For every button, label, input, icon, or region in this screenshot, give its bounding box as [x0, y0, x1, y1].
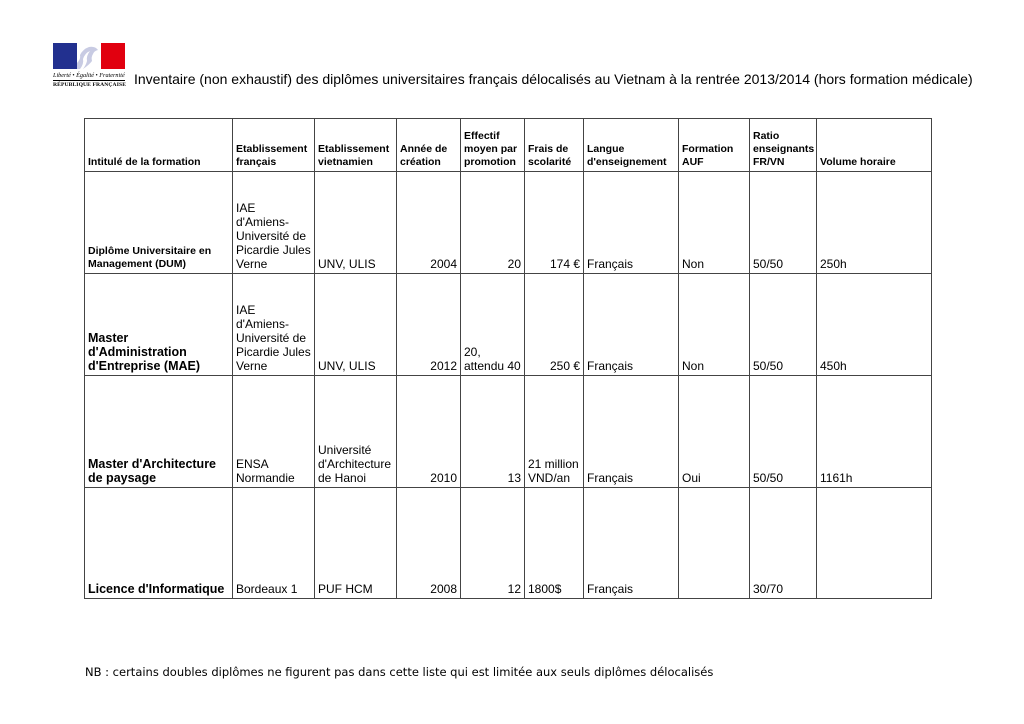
cell-etab-vn: PUF HCM	[315, 488, 397, 599]
table-header-row	[85, 119, 932, 172]
cell-annee: 2012	[397, 274, 461, 376]
footnote: NB : certains doubles diplômes ne figurent pas dans cette liste qui est limitée aux seuls diplômes délocalisés	[85, 665, 714, 679]
document-title: Inventaire (non exhaustif) des diplômes universitaires français délocalisés au Vietnam à la rentrée 2013/2014 (hors formation médicale)	[134, 71, 973, 87]
header-formation: Intitulé de la formation	[85, 119, 233, 172]
cell-effectif: 13	[461, 376, 525, 488]
cell-effectif: 20, attendu 40	[461, 274, 525, 376]
cell-annee: 2004	[397, 172, 461, 274]
cell-auf: Non	[679, 172, 750, 274]
cell-frais: 21 million VND/an	[525, 376, 584, 488]
cell-ratio: 50/50	[750, 274, 817, 376]
cell-effectif: 12	[461, 488, 525, 599]
header-ratio: Ratio enseignants FR/VN	[750, 119, 817, 172]
cell-frais: 174 €	[525, 172, 584, 274]
table-row	[85, 376, 932, 488]
cell-frais: 1800$	[525, 488, 584, 599]
cell-etab-fr: IAE d'Amiens-Université de Picardie Jules Verne	[233, 172, 315, 274]
cell-formation: Licence d'Informatique	[85, 488, 233, 599]
cell-effectif: 20	[461, 172, 525, 274]
cell-formation: Diplôme Universitaire en Management (DUM)	[85, 172, 233, 274]
cell-formation: Master d'Architecture de paysage	[85, 376, 233, 488]
cell-formation: Master d'Administration d'Entreprise (MAE)	[85, 274, 233, 376]
cell-etab-fr: IAE d'Amiens-Université de Picardie Jules Verne	[233, 274, 315, 376]
republique-francaise-logo	[53, 43, 126, 88]
cell-volume: 1161h	[817, 376, 932, 488]
cell-volume	[817, 488, 932, 599]
table-row	[85, 172, 932, 274]
logo-republic: RÉPUBLIQUE FRANÇAISE	[53, 82, 127, 88]
header-auf: Formation AUF	[679, 119, 750, 172]
cell-etab-fr: ENSA Normandie	[233, 376, 315, 488]
header-etab-fr: Etablissement français	[233, 119, 315, 172]
header-volume: Volume horaire	[817, 119, 932, 172]
cell-auf: Oui	[679, 376, 750, 488]
header-frais: Frais de scolarité	[525, 119, 584, 172]
table-row	[85, 488, 932, 599]
cell-langue: Français	[584, 376, 679, 488]
cell-ratio: 30/70	[750, 488, 817, 599]
french-flag-icon	[53, 43, 125, 69]
cell-annee: 2010	[397, 376, 461, 488]
cell-volume: 250h	[817, 172, 932, 274]
cell-etab-vn: Université d'Architecture de Hanoi	[315, 376, 397, 488]
cell-ratio: 50/50	[750, 172, 817, 274]
cell-volume: 450h	[817, 274, 932, 376]
cell-ratio: 50/50	[750, 376, 817, 488]
diplomas-table	[84, 118, 932, 599]
header-annee: Année de création	[397, 119, 461, 172]
cell-langue: Français	[584, 274, 679, 376]
marianne-profile-icon	[71, 43, 101, 69]
cell-annee: 2008	[397, 488, 461, 599]
cell-langue: Français	[584, 488, 679, 599]
cell-auf	[679, 488, 750, 599]
header-etab-vn: Etablissement vietnamien	[315, 119, 397, 172]
cell-langue: Français	[584, 172, 679, 274]
cell-frais: 250 €	[525, 274, 584, 376]
cell-etab-vn: UNV, ULIS	[315, 172, 397, 274]
logo-divider	[53, 80, 125, 81]
logo-motto: Liberté • Égalité • Fraternité	[53, 72, 125, 79]
header-effectif: Effectif moyen par promotion	[461, 119, 525, 172]
cell-etab-fr: Bordeaux 1	[233, 488, 315, 599]
cell-auf: Non	[679, 274, 750, 376]
table-row	[85, 274, 932, 376]
header-langue: Langue d'enseignement	[584, 119, 679, 172]
cell-etab-vn: UNV, ULIS	[315, 274, 397, 376]
